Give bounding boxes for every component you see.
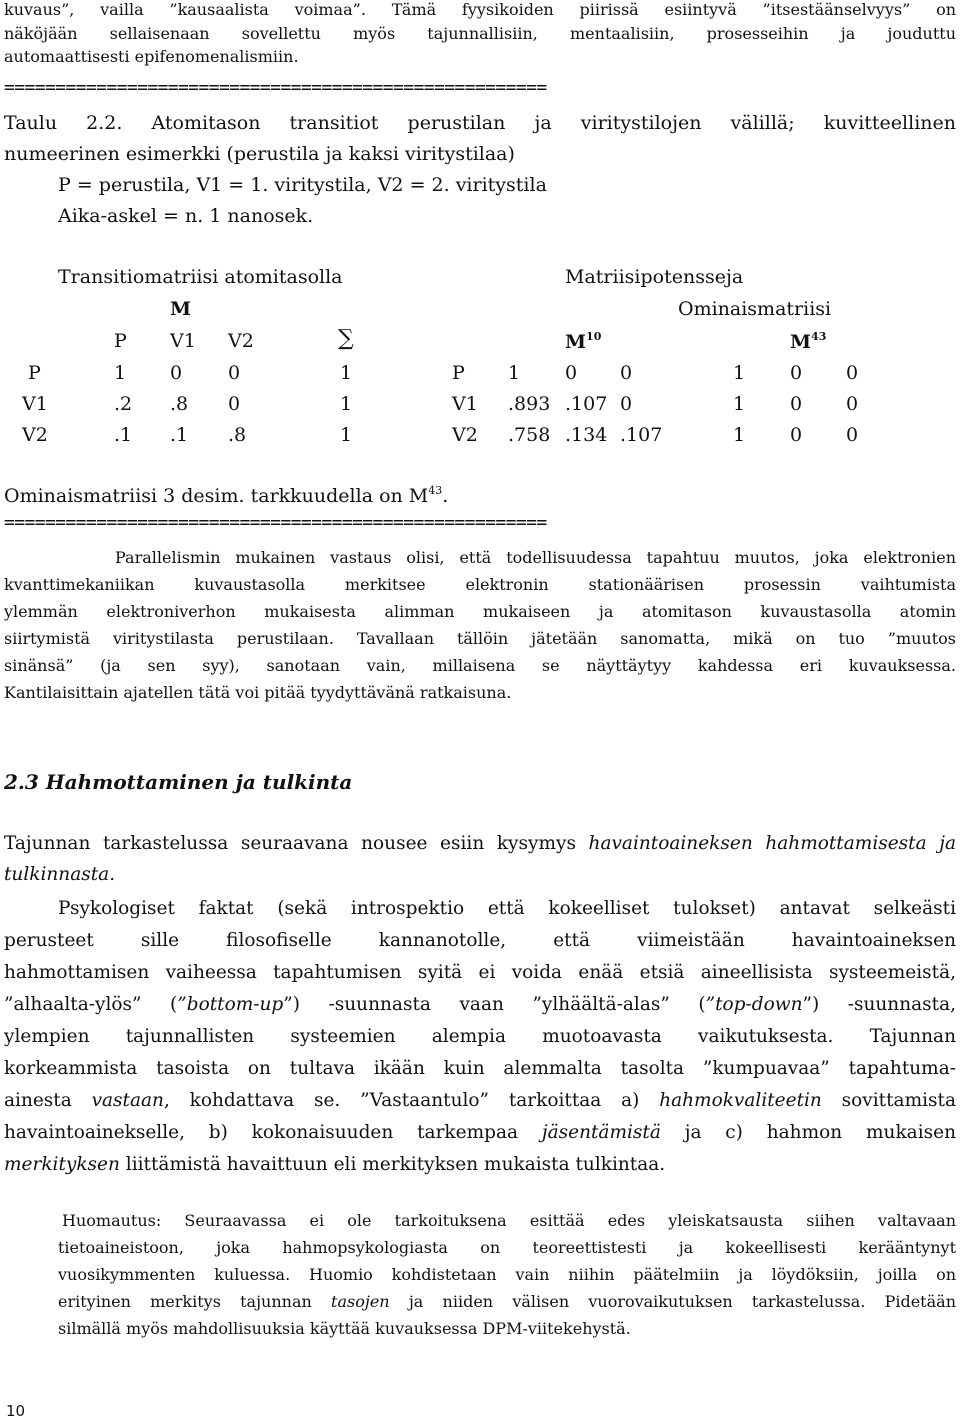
m10-cell: 0 [620,393,633,415]
caption-line: Taulu 2.2. Atomitason transitiot perustilan ja viritystilojen välillä; kuvitteellinen [4,112,956,134]
caption-line: P = perustila, V1 = 1. viritystila, V2 = 2. viritystila [58,174,547,196]
text-line: korkeammista tasoista on tultava ikään kuin alemmalta tasolta ”kumpuavaa” tapahtuma- [4,1058,956,1079]
m43-label: $M^{43}$ [790,330,827,353]
text-line: kvanttimekaniikan kuvaustasolla merkitsee elektronin stationäärisen prosessin vaihtumista [4,575,956,594]
text-line: kuvaus”, vailla ”kausaalista voimaa”. Tämä fyysikoiden piirissä esiintyvä ”itsestäänselvyys” on [4,0,956,19]
text-line: Tajunnan tarkastelussa seuraavana nousee esiin kysymys havaintoaineksen hahmottamisesta ja [4,833,956,854]
m43-cell: 0 [846,424,859,446]
text-line: ”alhaalta-ylös” (”bottom-up”) -suunnasta vaan ”ylhäältä-alas” (”top-down”) -suunnasta, [4,994,957,1015]
row-sum: 1 [340,362,353,384]
text-line: sinänsä” (ja sen syy), sanotaan vain, millaisena se näyttäytyy kahdessa eri kuvauksessa. [4,656,956,675]
text-line: Parallelismin mukainen vastaus olisi, että todellisuudessa tapahtuu muutos, joka elektronien [115,548,956,567]
left-matrix-title: Transitiomatriisi atomitasolla [58,266,343,288]
col-header: V2 [228,330,254,352]
right-matrix-title: Matriisipotensseja [565,266,744,288]
row-sum: 1 [340,393,353,415]
matrix-cell: 1 [114,362,127,384]
m10-cell: 1 [508,362,521,384]
separator-line: ===================================================== [4,512,547,533]
m43-cell: 0 [846,362,859,384]
sum-symbol: ∑ [338,326,354,351]
row-sum: 1 [340,424,353,446]
row-label: V1 [22,393,48,415]
m10-cell: .758 [508,424,551,446]
m43-cell: 0 [790,424,803,446]
row-label: V2 [452,424,478,446]
separator-line: ===================================================== [4,77,547,98]
text-line: ainesta vastaan, kohdattava se. ”Vastaantulo” tarkoittaa a) hahmokvaliteetin sovittamista [4,1090,956,1111]
m10-cell: 0 [565,362,578,384]
caption-line: numeerinen esimerkki (perustila ja kaksi viritystilaa) [4,143,515,165]
text-line: hahmottamisen vaiheessa tapahtumisen syitä ei voida enää etsiä aineellisista systeemeistä, [4,962,956,983]
text-line: siirtymistä viritystilasta perustilaan. Tavallaan tällöin jätetään sanomatta, mikä on tuo ”muutos [4,629,956,648]
col-header: P [114,330,127,352]
m43-cell: 0 [846,393,859,415]
matrix-footnote: Ominaismatriisi 3 desim. tarkkuudella on $M^{43}$. [4,484,449,507]
row-label: P [28,362,41,384]
page-number: 10 [6,1402,26,1420]
matrix-cell: .1 [170,424,189,446]
matrix-cell: .1 [114,424,133,446]
m10-cell: .893 [508,393,551,415]
section-title: Hahmottaminen ja tulkinta [45,770,353,794]
m43-cell: 1 [733,424,746,446]
text-line: silmällä myös mahdollisuuksia käyttää kuvauksessa DPM-viitekehystä. [58,1319,631,1338]
m43-cell: 1 [733,362,746,384]
text-line: vuosikymmenten kuluessa. Huomio kohdistetaan vain niihin päätelmiin ja löydöksiin, joilla on [58,1265,956,1284]
section-heading [4,770,352,794]
text-line: Psykologiset faktat (sekä introspektio että kokeelliset tulokset) antavat selkeästi [58,898,956,919]
matrix-cell: 0 [228,393,241,415]
text-line: Kantilaisittain ajatellen tätä voi pitää tyydyttävänä ratkaisuna. [4,683,512,702]
matrix-cell: 0 [170,362,183,384]
m10-cell: .134 [565,424,608,446]
m43-cell: 0 [790,362,803,384]
text-line: erityinen merkitys tajunnan tasojen ja niiden välisen vuorovaikutuksen tarkastelussa. Pidetään [58,1292,956,1311]
text-line: Huomautus: Seuraavassa ei ole tarkoituksena esittää edes yleiskatsausta siihen valtavaan [62,1211,956,1230]
m10-cell: .107 [620,424,663,446]
text-line: tietoaineistoon, joka hahmopsykologiasta on teoreettistesti ja kokeellisesti kerääntynyt [58,1238,956,1257]
m10-cell: .107 [565,393,608,415]
text-line: perusteet sille filosofiselle kannanotolle, että viimeistään havaintoaineksen [4,930,956,951]
section-number: 2.3 [4,770,39,794]
text-line: ylempien tajunnallisten systeemien alempia muotoavasta vaikutuksesta. Tajunnan [4,1026,956,1047]
matrix-cell: .8 [228,424,247,446]
matrix-cell: .8 [170,393,189,415]
eigen-matrix-title: Ominaismatriisi [678,298,832,320]
text-line: automaattisesti epifenomenalismiin. [4,47,299,66]
text-line: näköjään sellaisenaan sovellettu myös tajunnallisiin, mentaalisiin, prosesseihin ja jouduttu [4,24,956,43]
matrix-cell: 0 [228,362,241,384]
text-line: havaintoainekselle, b) kokonaisuuden tarkempaa jäsentämistä ja c) hahmon mukaisen [4,1122,956,1143]
m43-cell: 1 [733,393,746,415]
matrix-symbol: M [170,298,192,320]
col-header: V1 [170,330,196,352]
text-line: merkityksen liittämistä havaittuun eli merkityksen mukaista tulkintaa. [4,1154,666,1175]
m43-cell: 0 [790,393,803,415]
m10-cell: 0 [620,362,633,384]
text-line: ylemmän elektroniverhon mukaisesta alimman mukaiseen ja atomitason kuvaustasolla atomin [4,602,956,621]
matrix-cell: .2 [114,393,133,415]
text-line: tulkinnasta. [4,864,116,885]
row-label: V1 [452,393,478,415]
caption-line: Aika-askel = n. 1 nanosek. [58,205,314,227]
row-label: V2 [22,424,48,446]
row-label: P [452,362,465,384]
m10-label: $M^{10}$ [565,330,602,353]
